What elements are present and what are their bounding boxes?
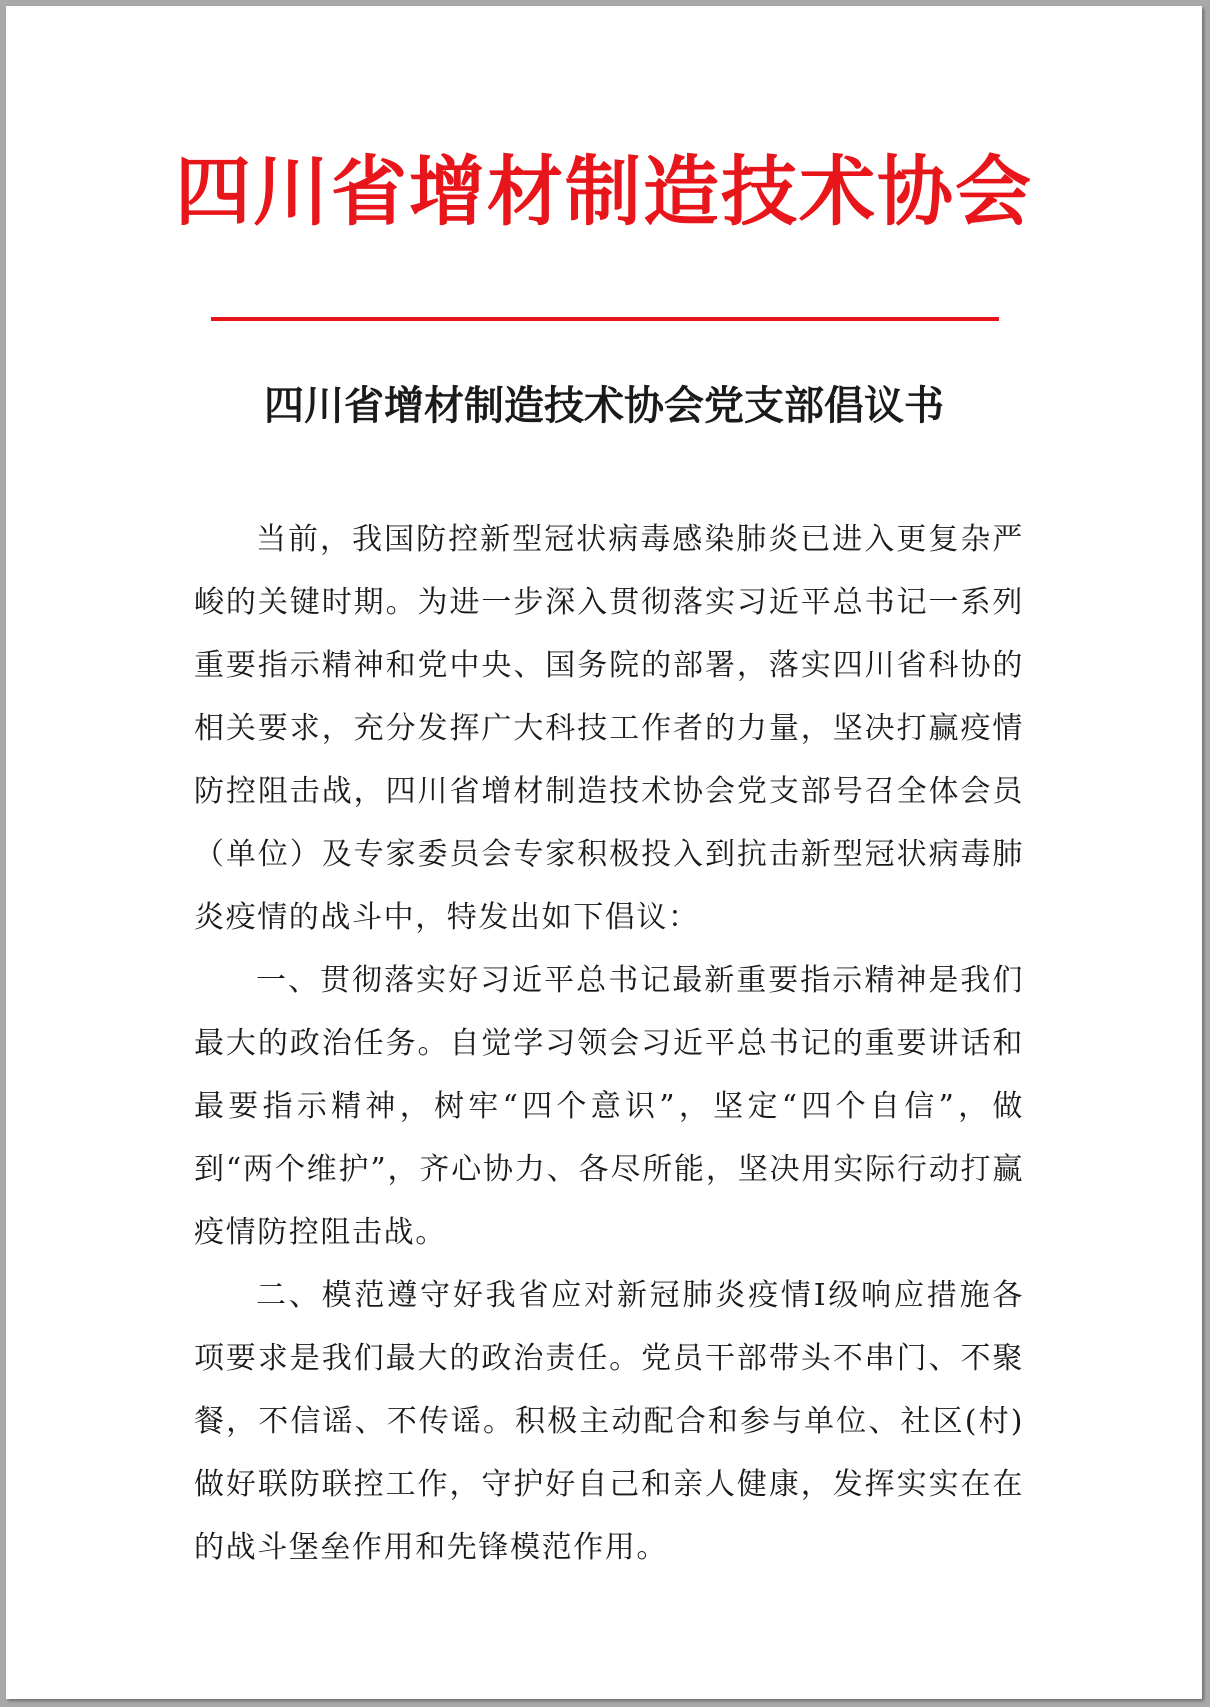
body-paragraph: 二、模范遵守好我省应对新冠肺炎疫情Ⅰ级响应措施各项要求是我们最大的政治责任。党员干部带头不串门、不聚餐，不信谣、不传谣。积极主动配合和参与单位、社区(村)做好联防联控工作，守护好自己和亲人健康，发挥实实在在的战斗堡垒作用和先锋模范作用。 [194,1278,1024,1565]
document-body [194,508,1024,1579]
document-title: 四川省增材制造技术协会党支部倡议书 [264,382,944,429]
body-paragraph: 当前，我国防控新型冠状病毒感染肺炎已进入更复杂严峻的关键时期。为进一步深入贯彻落实习近平总书记一系列重要指示精神和党中央、国务院的部署，落实四川省科协的相关要求，充分发挥广大科技工作者的力量，坚决打赢疫情防控阻击战，四川省增材制造技术协会党支部号召全体会员（单位）及专家委员会专家积极投入到抗击新型冠状病毒肺炎疫情的战斗中，特发出如下倡议： [194,522,1024,935]
document-page [6,6,1202,1699]
red-divider-line [211,317,999,321]
body-paragraph: 一、贯彻落实好习近平总书记最新重要指示精神是我们最大的政治任务。自觉学习领会习近平总书记的重要讲话和最要指示精神，树牢“四个意识”，坚定“四个自信”，做到“两个维护”，齐心协力、各尽所能，坚决用实际行动打赢疫情防控阻击战。 [194,963,1024,1250]
organization-header: 四川省增材制造技术协会 [175,147,1033,236]
